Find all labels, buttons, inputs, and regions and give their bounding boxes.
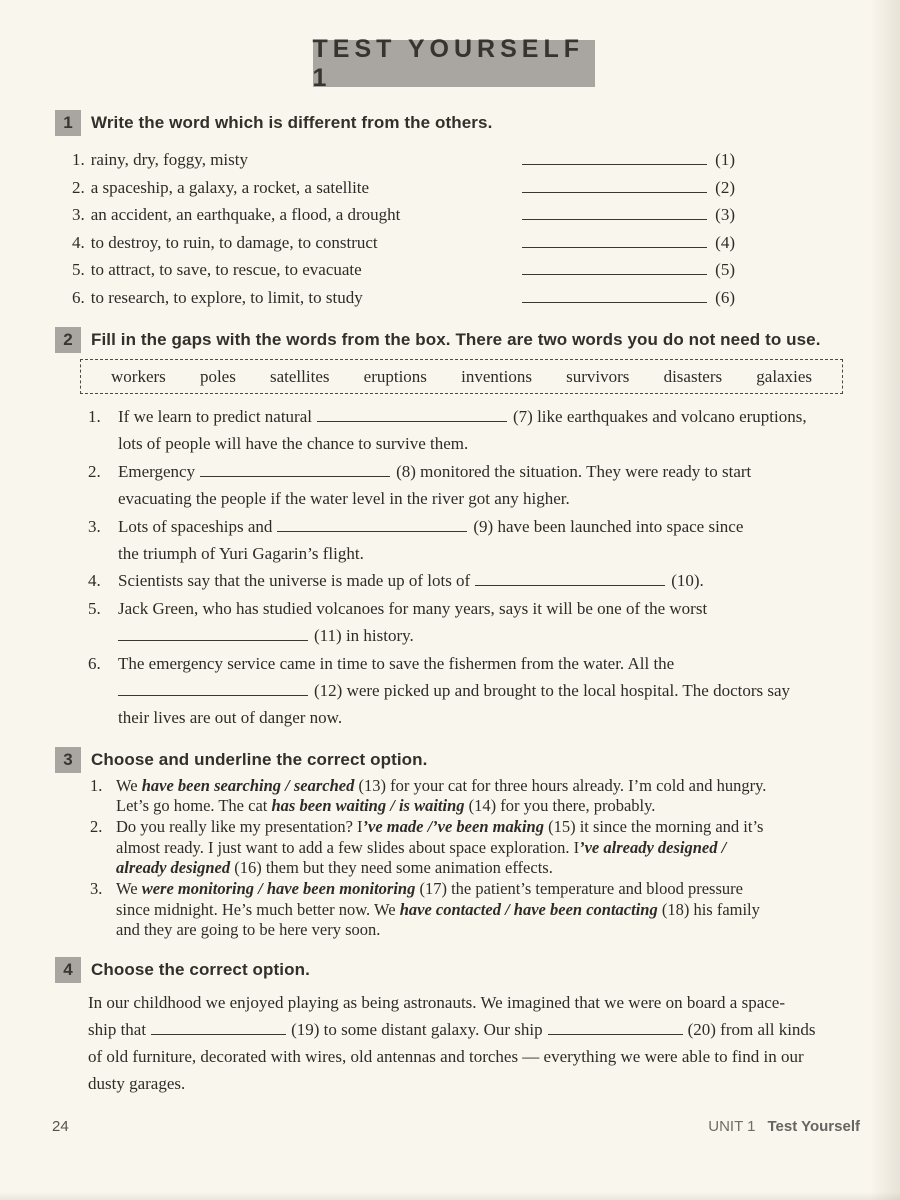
section-4-paragraph: In our childhood we enjoyed playing as being astronauts. We imagined that we were on board a space- ship that (19) to some distant galaxy. Our ship (20) from all kinds of old furniture, decorated with wires, old antennas and torches — everything we were able to find in our dusty garages. <box>88 993 816 1094</box>
answer-blank <box>522 235 707 248</box>
option-choice: were monitoring / have been monitoring <box>141 879 416 899</box>
odd-one-out-item: 2. a spaceship, a galaxy, a rocket, a satellite (2) <box>72 177 735 197</box>
answer-ref: (6) <box>715 287 735 307</box>
underline-option-item: 1. We have been searching / searched (13) for your cat for three hours already. I’m cold and hungry. Let’s go home. The cat has been waiting / is waiting (14) for you there, probably. <box>90 775 767 816</box>
section-4-badge: 4 <box>55 957 81 983</box>
answer-ref: (4) <box>715 232 735 252</box>
option-choice: already designed <box>116 858 231 878</box>
option-choice: ’ve made /’ve been making <box>362 817 544 837</box>
section-1-badge: 1 <box>55 110 81 136</box>
section-2-items <box>52 403 855 732</box>
section-3-badge: 3 <box>55 747 81 773</box>
answer-ref: (3) <box>715 205 735 224</box>
page-footer <box>52 1118 860 1135</box>
option-choice: ’ve already designed / <box>579 837 727 857</box>
answer-ref: (1) <box>715 150 735 169</box>
word-bank-box <box>80 359 843 394</box>
word-bank-word: poles <box>199 366 236 386</box>
section-1-items <box>52 146 855 311</box>
word-bank-word: eruptions <box>363 366 427 386</box>
option-choice: have been searching / searched <box>141 775 355 795</box>
word-bank-word: survivors <box>566 366 630 386</box>
section-2-heading: Fill in the gaps with the words from the box. There are two words you do not need to use. <box>91 330 821 349</box>
fill-gap-item: 1. If we learn to predict natural (7) like earthquakes and volcano eruptions, lots of people will have the chance to survive them. <box>88 407 807 454</box>
item-text: to attract, to save, to rescue, to evacuate <box>90 260 362 279</box>
answer-ref: (2) <box>715 177 735 197</box>
word-bank-word: inventions <box>461 366 532 386</box>
section-1-header <box>52 110 855 136</box>
fill-gap-item: 3. Lots of spaceships and (9) have been launched into space since the triumph of Yuri Gagarin’s flight. <box>88 516 744 564</box>
odd-one-out-item: 5. to attract, to save, to rescue, to evacuate (5) <box>72 260 735 279</box>
odd-one-out-item: 1. rainy, dry, foggy, misty (1) <box>72 150 735 169</box>
underline-option-item: 2. Do you really like my presentation? I’ve made /’ve been making (15) it since the morning and it’s almost ready. I just want to add a few slides about space exploration. I’ve already designed / already designed (16) them but they need some animation effects. <box>90 817 764 878</box>
option-choice: has been waiting / is waiting <box>271 796 465 816</box>
fill-gap-item: 2. Emergency (8) monitored the situation. They were ready to start evacuating the people if the water level in the river got any higher. <box>88 461 752 509</box>
item-text: to destroy, to ruin, to damage, to construct <box>90 232 378 252</box>
section-3-items <box>52 776 855 940</box>
word-bank-word: satellites <box>270 366 330 386</box>
answer-blank <box>522 152 707 165</box>
answer-blank <box>475 573 665 586</box>
fill-gap-item: 6. The emergency service came in time to save the fishermen from the water. All the (12) were picked up and brought to the local hospital. The doctors say their lives are out of danger now. <box>88 653 791 728</box>
page-number: 24 <box>52 1118 69 1135</box>
word-bank-word: workers <box>111 366 166 386</box>
item-text: a spaceship, a galaxy, a rocket, a satellite <box>90 177 370 197</box>
answer-blank <box>522 180 707 193</box>
answer-blank <box>277 519 467 532</box>
section-3-heading: Choose and underline the correct option. <box>91 749 428 769</box>
option-choice: have contacted / have been contacting <box>399 899 658 919</box>
section-4-header <box>52 957 855 983</box>
answer-blank <box>522 207 707 220</box>
section-1-heading: Write the word which is different from the others. <box>91 113 493 132</box>
answer-blank <box>548 1022 683 1035</box>
section-4-heading: Choose the correct option. <box>91 960 310 980</box>
answer-blank <box>118 628 308 641</box>
item-text: an accident, an earthquake, a flood, a drought <box>90 205 401 224</box>
unit-label: UNIT 1 <box>708 1118 756 1135</box>
underline-option-item: 3. We were monitoring / have been monitoring (17) the patient’s temperature and blood pressure since midnight. He’s much better now. We have contacted / have been contacting (18) his family and they are going to be here very soon. <box>90 879 760 939</box>
answer-ref: (5) <box>715 260 735 279</box>
section-2-badge: 2 <box>55 327 81 353</box>
answer-blank <box>118 683 308 696</box>
word-bank-word: disasters <box>663 366 723 386</box>
answer-blank <box>317 409 507 422</box>
answer-blank <box>151 1022 286 1035</box>
item-text: to research, to explore, to limit, to study <box>90 287 363 307</box>
item-text: rainy, dry, foggy, misty <box>90 150 248 169</box>
fill-gap-item: 5. Jack Green, who has studied volcanoes for many years, says it will be one of the worst (11) in history. <box>88 598 708 646</box>
section-3-header <box>52 747 855 773</box>
answer-blank <box>522 262 707 275</box>
odd-one-out-item: 4. to destroy, to ruin, to damage, to construct (4) <box>72 232 735 252</box>
answer-blank <box>200 464 390 477</box>
section-2-header <box>52 327 855 353</box>
odd-one-out-item: 3. an accident, an earthquake, a flood, a drought (3) <box>72 205 735 224</box>
fill-gap-item: 4. Scientists say that the universe is made up of lots of (10). <box>88 571 704 591</box>
page-title: TEST YOURSELF 1 <box>313 40 595 87</box>
odd-one-out-item: 6. to research, to explore, to limit, to study (6) <box>72 287 735 307</box>
word-bank-word: galaxies <box>756 366 812 386</box>
unit-section-label: Test Yourself <box>767 1118 860 1135</box>
answer-blank <box>522 290 707 303</box>
